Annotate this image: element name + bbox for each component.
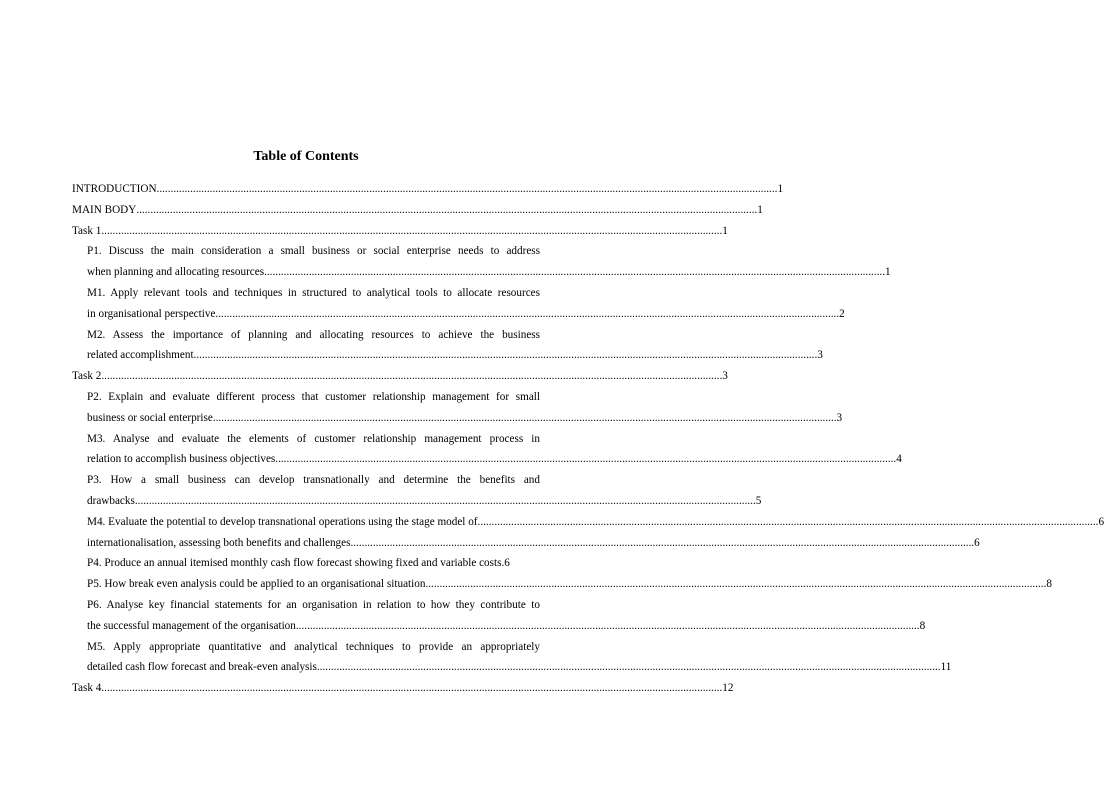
table-of-contents <box>72 179 1104 699</box>
toc-entry-m2[interactable] <box>87 325 823 367</box>
toc-entry-m1[interactable] <box>87 283 845 325</box>
leader-dots <box>216 408 837 429</box>
toc-page-number: 11 <box>940 661 952 674</box>
toc-entry-label-cont: the successful management of the organisation. <box>87 619 299 632</box>
toc-entry-label: P4. Produce an annual itemised monthly cash flow forecast showing fixed and variable costs. <box>87 557 505 570</box>
toc-entry-label: M3. Analyse and evaluate the elements of customer relationship management process in <box>87 432 540 445</box>
toc-page-number: 1 <box>722 224 728 237</box>
leader-dots <box>425 574 1046 595</box>
toc-page-number: 8 <box>919 619 926 632</box>
toc-entry-task-1[interactable] <box>72 221 728 242</box>
leader-dots <box>157 179 778 200</box>
toc-entry-label: Task 4 <box>72 682 102 695</box>
leader-dots <box>196 345 817 366</box>
toc-page-number: 6 <box>1098 515 1104 528</box>
toc-entry-label: M2. Assess the importance of planning and allocating resources to achieve the business <box>87 328 540 341</box>
toc-entry-m4[interactable] <box>87 512 1104 554</box>
leader-dots <box>101 221 722 242</box>
toc-entry-m5[interactable] <box>87 637 952 679</box>
toc-page-number: 1 <box>777 183 784 195</box>
toc-entry-label: P3. How a small business can develop transnationally and determine the benefits and <box>87 474 540 487</box>
leader-dots <box>299 616 920 637</box>
toc-page-number: 8 <box>1046 578 1052 591</box>
toc-page-number: 3 <box>722 370 728 383</box>
toc-entry-p5[interactable] <box>87 574 1052 595</box>
leader-dots <box>264 262 885 283</box>
toc-entry-label-cont: detailed cash flow forecast and break-even analysis. <box>87 661 320 674</box>
toc-title: Table of Contents <box>253 149 359 164</box>
toc-entry-p6[interactable] <box>87 595 926 637</box>
toc-entry-label: P1. Discuss the main consideration a small business or social enterprise needs to address <box>87 245 540 258</box>
leader-dots <box>478 512 1099 533</box>
leader-dots <box>101 678 722 699</box>
toc-entry-label-cont: drawbacks <box>87 494 135 507</box>
toc-entry-label-cont: when planning and allocating resources <box>87 266 265 279</box>
toc-entry-p1[interactable] <box>87 241 891 283</box>
toc-entry-label: M4. Evaluate the potential to develop transnational operations using the stage model of <box>87 515 478 528</box>
toc-entry-label: M1. Apply relevant tools and techniques in structured to analytical tools to allocate resources <box>87 286 540 299</box>
toc-entry-label-cont: related accomplishment. <box>87 349 197 362</box>
toc-entry-task-4[interactable] <box>72 678 734 699</box>
toc-entry-main-body[interactable] <box>72 200 763 221</box>
leader-dots <box>136 200 757 221</box>
toc-page-number: 3 <box>817 349 823 362</box>
toc-entry-label: P6. Analyse key financial statements for an organisation in relation to how they contribute to <box>87 598 540 611</box>
toc-entry-p4[interactable] <box>87 553 540 574</box>
toc-entry-label: INTRODUCTION <box>72 183 157 195</box>
toc-entry-task-2[interactable] <box>72 366 728 387</box>
leader-dots <box>135 491 756 512</box>
toc-entry-label: M5. Apply appropriate quantitative and analytical techniques to provide an appropriately <box>87 640 540 653</box>
toc-entry-p2[interactable] <box>87 387 843 429</box>
leader-dots <box>320 657 941 678</box>
leader-dots <box>101 366 722 387</box>
toc-entry-label: Task 2 <box>72 370 102 383</box>
toc-entry-label-cont: business or social enterprise. <box>87 411 216 424</box>
toc-page-number: 6 <box>974 536 980 549</box>
leader-dots <box>353 533 974 554</box>
toc-entry-label: MAIN BODY <box>72 203 137 216</box>
toc-entry-introduction[interactable] <box>72 179 784 200</box>
toc-entry-label: P5. How break even analysis could be applied to an organisational situation <box>87 578 426 591</box>
toc-entry-label-cont: relation to accomplish business objectives <box>87 453 276 466</box>
leader-dots <box>275 449 896 470</box>
toc-page-number: 6 <box>504 557 510 570</box>
toc-page-number: 12 <box>722 682 734 695</box>
toc-entry-label: P2. Explain and evaluate different process that customer relationship management for small <box>87 390 540 403</box>
toc-page-number: 5 <box>755 494 762 507</box>
toc-page-number: 3 <box>836 411 843 424</box>
toc-page-number: 1 <box>884 266 891 279</box>
toc-page-number: 4 <box>896 453 902 466</box>
toc-entry-label-cont: internationalisation, assessing both benefits and challenges. <box>87 536 354 549</box>
leader-dots <box>218 304 839 325</box>
toc-entry-p3[interactable] <box>87 470 762 512</box>
toc-page-number: 1 <box>757 203 763 216</box>
toc-entry-label: Task 1 <box>72 224 102 237</box>
toc-entry-label-cont: in organisational perspective. <box>87 307 219 320</box>
toc-page-number: 2 <box>839 307 845 320</box>
toc-entry-m3[interactable] <box>87 429 902 471</box>
